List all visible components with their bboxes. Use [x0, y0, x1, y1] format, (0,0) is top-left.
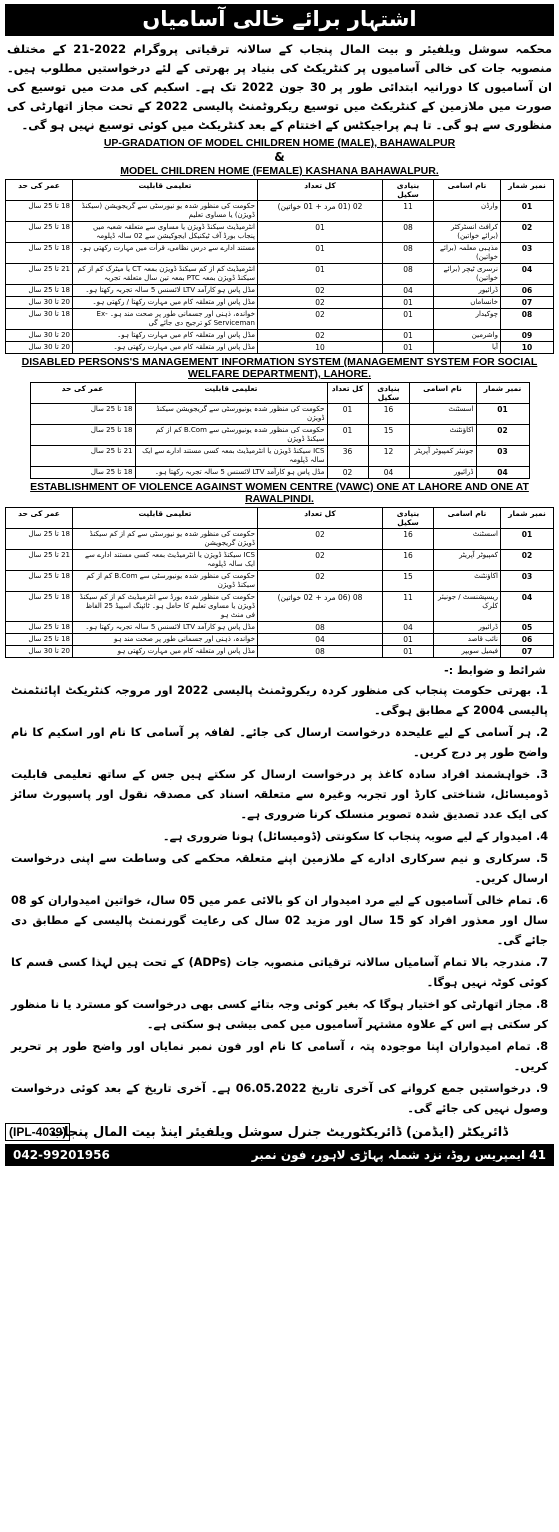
table-row	[6, 297, 554, 309]
cell-post: نرسری ٹیچر (برائے خواتین)	[434, 264, 501, 285]
cell-count: 01	[258, 243, 383, 264]
cell-scale: 01	[383, 342, 434, 354]
section2-table	[30, 382, 530, 479]
cell-post: جونیئر کمپیوٹر آپریٹر	[409, 446, 476, 467]
cell-no: 01	[501, 529, 554, 550]
cell-qual: مڈل پاس ہو کارآمد LTV لائسنس 5 سالہ تجربہ رکھتا ہو۔	[135, 467, 327, 479]
cell-qual: حکومت کی منظور شدہ بورڈ سے انٹرمیڈیٹ کم از کم سیکنڈ ڈویژن یا مساوی تعلیم کا حامل ہو۔ ٹائپنگ اسپیڈ 25 الفاظ فی منٹ ہو	[73, 592, 258, 622]
table-row	[6, 529, 554, 550]
section2-heading: DISABLED PERSONS'S MANAGEMENT INFORMATION SYSTEM (MANAGEMENT SYSTEM FOR SOCIAL WELFARE DEPARTMENT), LAHORE.	[21, 356, 538, 380]
cell-post: کمپیوٹر آپریٹر	[434, 550, 501, 571]
col-scale: بنیادی سکیل	[368, 383, 409, 404]
table-row	[6, 592, 554, 622]
cell-post: نائب قاصد	[434, 634, 501, 646]
cell-no: 04	[501, 592, 554, 622]
condition-item: 2. ہر آسامی کے لیے علیحدہ درخواست ارسال کی جائے۔ لفافہ پر آسامی کا نام اور اسکیم کا نام واضح طور پر درج کریں۔	[11, 726, 548, 759]
cell-qual: مڈل پاس اور متعلقہ کام میں مہارت رکھتی ہو۔	[73, 342, 258, 354]
cell-no: 02	[501, 550, 554, 571]
cell-count: 01	[258, 222, 383, 243]
cell-count: 04	[258, 634, 383, 646]
cell-scale: 11	[383, 201, 434, 222]
table-row	[6, 309, 554, 330]
phone-number: 042-99201956	[13, 1148, 110, 1162]
section1-table	[5, 179, 554, 354]
cell-post: ڈرائیور	[434, 622, 501, 634]
cell-age: 18 تا 25 سال	[6, 634, 73, 646]
cell-count: 36	[327, 446, 368, 467]
section3-table	[5, 507, 554, 658]
table-row	[6, 622, 554, 634]
cell-no: 06	[501, 634, 554, 646]
conditions-list	[5, 681, 554, 1119]
cell-post: فیمیل سویپر	[434, 646, 501, 658]
cell-qual: انٹرمیڈیٹ سیکنڈ ڈویژن یا مساوی سے متعلقہ شعبہ میں پنجاب بورڈ آف ٹیکنیکل ایجوکیشن سے 02 سالہ ڈپلومہ	[73, 222, 258, 243]
cell-no: 01	[501, 201, 554, 222]
cell-scale: 01	[383, 634, 434, 646]
footer	[5, 1123, 554, 1166]
col-scale: بنیادی سکیل	[383, 508, 434, 529]
cell-age: 18 تا 30 سال	[6, 309, 73, 330]
table-row	[6, 634, 554, 646]
cell-qual: خواندہ، ذہنی اور جسمانی طور پر صحت مند ہو۔ Ex-Serviceman کو ترجیح دی جائے گی	[73, 309, 258, 330]
cell-age: 18 تا 25 سال	[6, 243, 73, 264]
cell-scale: 08	[383, 243, 434, 264]
cell-qual: حکومت کی منظور شدہ یونیورسٹی سے گریجویشن سیکنڈ ڈویژن	[135, 404, 327, 425]
cell-age: 21 تا 25 سال	[6, 264, 73, 285]
col-count: کل تعداد	[258, 180, 383, 201]
cell-scale: 16	[383, 550, 434, 571]
col-post: نام اسامی	[409, 383, 476, 404]
cell-post: ڈرائیور	[409, 467, 476, 479]
col-count: کل تعداد	[258, 508, 383, 529]
cell-age: 18 تا 25 سال	[6, 571, 73, 592]
cell-age: 20 تا 30 سال	[6, 330, 73, 342]
conditions-title: شرائط و ضوابط :-	[444, 664, 546, 677]
col-scale: بنیادی سکیل	[383, 180, 434, 201]
cell-qual: مستند ادارے سے درس نظامی، قرأت میں مہارت رکھتی ہو۔	[73, 243, 258, 264]
table-row	[6, 646, 554, 658]
cell-count: 02	[258, 529, 383, 550]
advertisement	[5, 4, 554, 1166]
cell-scale: 04	[368, 467, 409, 479]
cell-count: 10	[258, 342, 383, 354]
condition-item: 6. تمام خالی آسامیوں کے لیے مرد امیدوار ان کو بالائی عمر میں 05 سال، خواتین امیدواران کو 08 سال اور معذور افراد کو 15 سال اور مزید 02 سال کی رعایت گورنمنٹ پالیسی کے مطابق دی جائے گی۔	[11, 894, 548, 947]
col-post: نام اسامی	[434, 508, 501, 529]
table-row	[6, 201, 554, 222]
cell-post: آیا	[434, 342, 501, 354]
cell-qual: مڈل پاس ہو کارآمد LTV لائسنس 5 سالہ تجربہ رکھتا ہو۔	[73, 622, 258, 634]
cell-qual: مڈل پاس ہو کارآمد LTV لائسنس 5 سالہ تجربہ رکھتا ہو۔	[73, 285, 258, 297]
cell-post: وارڈن	[434, 201, 501, 222]
cell-scale: 11	[383, 592, 434, 622]
cell-scale: 08	[383, 222, 434, 243]
cell-scale: 01	[383, 330, 434, 342]
table-row	[6, 222, 554, 243]
cell-post: خانساماں	[434, 297, 501, 309]
cell-qual: حکومت کی منظور شدہ یو نیورسٹی سے کم از کم سیکنڈ ڈویژن گریجویشن	[73, 529, 258, 550]
cell-age: 18 تا 25 سال	[6, 222, 73, 243]
col-age: عمر کی حد	[6, 508, 73, 529]
col-qual: تعلیمی قابلیت	[135, 383, 327, 404]
cell-age: 20 تا 30 سال	[6, 297, 73, 309]
col-age: عمر کی حد	[30, 383, 135, 404]
intro-paragraph: محکمہ سوشل ویلفیئر و بیت المال پنجاب کے سالانہ ترقیاتی پروگرام 2022-21 کے مختلف منصوبہ جات کی خالی آسامیوں پر کنٹریکٹ کی بنیاد پر بھرتی کے لئے درخواستیں مطلوب ہیں۔ ان آسامیوں کا دورانیہ ابتدائی طور پر 30 جون 2022 تک ہے۔ اسکیم کی مدت میں توسیع کی صورت میں ملازمین کے کنٹریکٹ میں توسیع ریکروٹمنٹ پالیسی 2022 کے تحت مجاز اتھارٹی کی منظوری سے ہو گی۔ تا ہم پراجیکٹس کے اختتام کے بعد کنٹریکٹ میں کوئی توسیع نہیں ہو گی۔	[7, 42, 553, 132]
table-row	[6, 550, 554, 571]
cell-no: 04	[476, 467, 529, 479]
cell-scale: 01	[383, 309, 434, 330]
cell-scale: 16	[368, 404, 409, 425]
table-row	[6, 342, 554, 354]
cell-qual: مڈل پاس اور متعلقہ کام میں مہارت رکھتا ہو۔	[73, 330, 258, 342]
cell-count: 02	[258, 571, 383, 592]
cell-count: 01	[327, 404, 368, 425]
cell-post: اسسٹنٹ	[434, 529, 501, 550]
cell-count: 08	[258, 622, 383, 634]
cell-count: 02	[327, 467, 368, 479]
cell-scale: 04	[383, 622, 434, 634]
cell-age: 18 تا 25 سال	[6, 592, 73, 622]
director-signature: ڈائریکٹر (ایڈمن) ڈائریکٹوریٹ جنرل سوشل ویلفیئر اینڈ بیت المال پنجاب	[50, 1125, 508, 1140]
cell-no: 04	[501, 264, 554, 285]
cell-post: اسسٹنٹ	[409, 404, 476, 425]
cell-no: 08	[501, 309, 554, 330]
cell-age: 21 تا 25 سال	[30, 446, 135, 467]
cell-qual: حکومت کی منظور شدہ یونیورسٹی سے B.Com کم از کم سیکنڈ ڈویژن	[73, 571, 258, 592]
section1-heading2: MODEL CHILDREN HOME (FEMALE) KASHANA BAHAWALPUR.	[120, 165, 439, 177]
table-row	[30, 404, 529, 425]
cell-no: 01	[476, 404, 529, 425]
cell-qual: مڈل پاس اور متعلقہ کام میں مہارت رکھتی ہو	[73, 646, 258, 658]
cell-post: چوکیدار	[434, 309, 501, 330]
col-no: نمبر شمار	[476, 383, 529, 404]
col-qual: تعلیمی قابلیت	[73, 180, 258, 201]
table-row	[6, 264, 554, 285]
cell-scale: 15	[368, 425, 409, 446]
cell-count: 02	[258, 330, 383, 342]
cell-post: کرافٹ انسٹرکٹر (برائے خواتین)	[434, 222, 501, 243]
col-no: نمبر شمار	[501, 508, 554, 529]
cell-no: 02	[476, 425, 529, 446]
cell-age: 18 تا 25 سال	[6, 529, 73, 550]
condition-item: 4. امیدوار کے لیے صوبہ پنجاب کا سکونتی (ڈومیسائل) ہونا ضروری ہے۔	[163, 830, 548, 843]
cell-qual: انٹرمیڈیٹ کم از کم سیکنڈ ڈویژن بمعہ CT یا میٹرک کم از کم سیکنڈ ڈویژن بمعہ PTC بمعہ تین سال متعلقہ تجربہ	[73, 264, 258, 285]
condition-item: 8. تمام امیدواران اپنا موجودہ پتہ ، آسامی کا نام اور فون نمبر نمایاں اور واضح طور پر تحریر کریں۔	[11, 1040, 548, 1073]
cell-scale: 12	[368, 446, 409, 467]
table-row	[30, 425, 529, 446]
cell-no: 03	[476, 446, 529, 467]
table-row	[30, 467, 529, 479]
section1-heading1: UP-GRADATION OF MODEL CHILDREN HOME (MALE), BAHAWALPUR	[103, 137, 456, 149]
cell-count: 02	[258, 285, 383, 297]
cell-count: 02	[258, 297, 383, 309]
section3-heading: ESTABLISHMENT OF VIOLENCE AGAINST WOMEN CENTRE (VAWC) ONE AT LAHORE AND ONE AT RAWALPINDI.	[30, 481, 529, 505]
cell-age: 18 تا 25 سال	[6, 201, 73, 222]
table-row	[6, 243, 554, 264]
cell-age: 20 تا 30 سال	[6, 342, 73, 354]
cell-count: 01	[327, 425, 368, 446]
cell-no: 02	[501, 222, 554, 243]
cell-count: 08	[258, 646, 383, 658]
cell-no: 06	[501, 285, 554, 297]
cell-count: 08 (06 مرد + 02 خواتین)	[258, 592, 383, 622]
address-bar	[5, 1144, 554, 1166]
condition-item: 5. سرکاری و نیم سرکاری ادارے کے ملازمین اپنے متعلقہ محکمے کی وساطت سے اپنی درخواست ارسال کریں۔	[11, 852, 548, 885]
ad-title: اشتہار برائے خالی آسامیاں	[5, 4, 554, 36]
table-row	[30, 446, 529, 467]
cell-count: 02 (01 مرد + 01 خواتین)	[258, 201, 383, 222]
table-row	[6, 571, 554, 592]
condition-item: 3. خواہشمند افراد سادہ کاغذ پر درخواست ارسال کر سکتے ہیں جس کے ساتھ تعلیمی قابلیت ڈومیسائل، شناختی کارڈ اور تجربہ وغیرہ سے متعلقہ اسناد کی مصدقہ نقول اور پاسپورٹ سائز کی ایک عدد تصدیق شدہ تصویر منسلک کرنا ضروری ہے۔	[11, 768, 548, 821]
cell-age: 18 تا 25 سال	[6, 285, 73, 297]
cell-qual: حکومت کی منظور شدہ یونیورسٹی سے B.Com کم از کم سیکنڈ ڈویژن	[135, 425, 327, 446]
table-row	[6, 285, 554, 297]
col-no: نمبر شمار	[501, 180, 554, 201]
cell-post: اکاؤنٹنٹ	[409, 425, 476, 446]
cell-qual: خواندہ، ذہنی اور جسمانی طور پر صحت مند ہو	[73, 634, 258, 646]
condition-item: 9. درخواستیں جمع کروانے کی آخری تاریخ 06.05.2022 ہے۔ آخری تاریخ کے بعد کوئی درخواست وصول نہیں کی جائے گی۔	[11, 1082, 548, 1115]
col-age: عمر کی حد	[6, 180, 73, 201]
cell-no: 03	[501, 571, 554, 592]
cell-post: ڈرائیور	[434, 285, 501, 297]
cell-no: 03	[501, 243, 554, 264]
cell-no: 05	[501, 622, 554, 634]
cell-age: 20 تا 30 سال	[6, 646, 73, 658]
cell-qual: ICS سیکنڈ ڈویژن یا انٹرمیڈیٹ بمعہ کسی مستند ادارے سے ایک سالہ ڈپلومہ	[135, 446, 327, 467]
cell-age: 21 تا 25 سال	[6, 550, 73, 571]
cell-age: 18 تا 25 سال	[30, 425, 135, 446]
ipl-code: (IPL-4039)	[5, 1123, 70, 1141]
col-post: نام اسامی	[434, 180, 501, 201]
cell-count: 02	[258, 550, 383, 571]
cell-scale: 01	[383, 297, 434, 309]
section1-amp: &	[274, 150, 285, 164]
condition-item: 1. بھرتی حکومت پنجاب کی منظور کردہ ریکروٹمنٹ پالیسی 2022 اور مروجہ کنٹریکٹ اپائنٹمنٹ پالیسی 2004 کے مطابق ہوگی۔	[11, 684, 548, 717]
condition-item: 8. مجاز اتھارٹی کو اختیار ہوگا کہ بغیر کوئی وجہ بتائے کسی بھی درخواست کو مسترد یا نا منظور کر سکتی ہے اس کے علاوہ مشتہر آسامیوں میں کمی بیشی ہو سکتی ہے۔	[11, 998, 548, 1031]
cell-count: 02	[258, 309, 383, 330]
cell-no: 10	[501, 342, 554, 354]
cell-qual: ICS سیکنڈ ڈویژن یا انٹرمیڈیٹ بمعہ کسی مستند ادارے سے ایک سالہ ڈپلومہ	[73, 550, 258, 571]
cell-count: 01	[258, 264, 383, 285]
cell-post: ریسپشنسٹ / جونیئر کلرک	[434, 592, 501, 622]
cell-scale: 04	[383, 285, 434, 297]
cell-scale: 16	[383, 529, 434, 550]
cell-scale: 08	[383, 264, 434, 285]
cell-post: واشرمین	[434, 330, 501, 342]
col-count: کل تعداد	[327, 383, 368, 404]
cell-age: 18 تا 25 سال	[6, 622, 73, 634]
cell-scale: 01	[383, 646, 434, 658]
address: 41 ایمپریس روڈ، نزد شملہ پہاڑی لاہور، فون نمبر	[251, 1148, 546, 1162]
cell-qual: حکومت کی منظور شدہ یو نیورسٹی سے گریجویشن (سیکنڈ ڈویژن) یا مساوی تعلیم	[73, 201, 258, 222]
cell-post: مذہبی معلمہ (برائے خواتین)	[434, 243, 501, 264]
col-qual: تعلیمی قابلیت	[73, 508, 258, 529]
cell-qual: مڈل پاس اور متعلقہ کام میں مہارت رکھتا / رکھتی ہو۔	[73, 297, 258, 309]
cell-no: 07	[501, 646, 554, 658]
cell-post: اکاؤنٹنٹ	[434, 571, 501, 592]
table-row	[6, 330, 554, 342]
condition-item: 7. مندرجہ بالا تمام آسامیاں سالانہ ترقیاتی منصوبہ جات (ADPs) کے تحت ہیں لہذا کسی قسم کا کوئی کوٹہ نہیں ہوگا۔	[11, 956, 548, 989]
cell-age: 18 تا 25 سال	[30, 467, 135, 479]
cell-no: 09	[501, 330, 554, 342]
cell-no: 07	[501, 297, 554, 309]
cell-age: 18 تا 25 سال	[30, 404, 135, 425]
cell-scale: 15	[383, 571, 434, 592]
